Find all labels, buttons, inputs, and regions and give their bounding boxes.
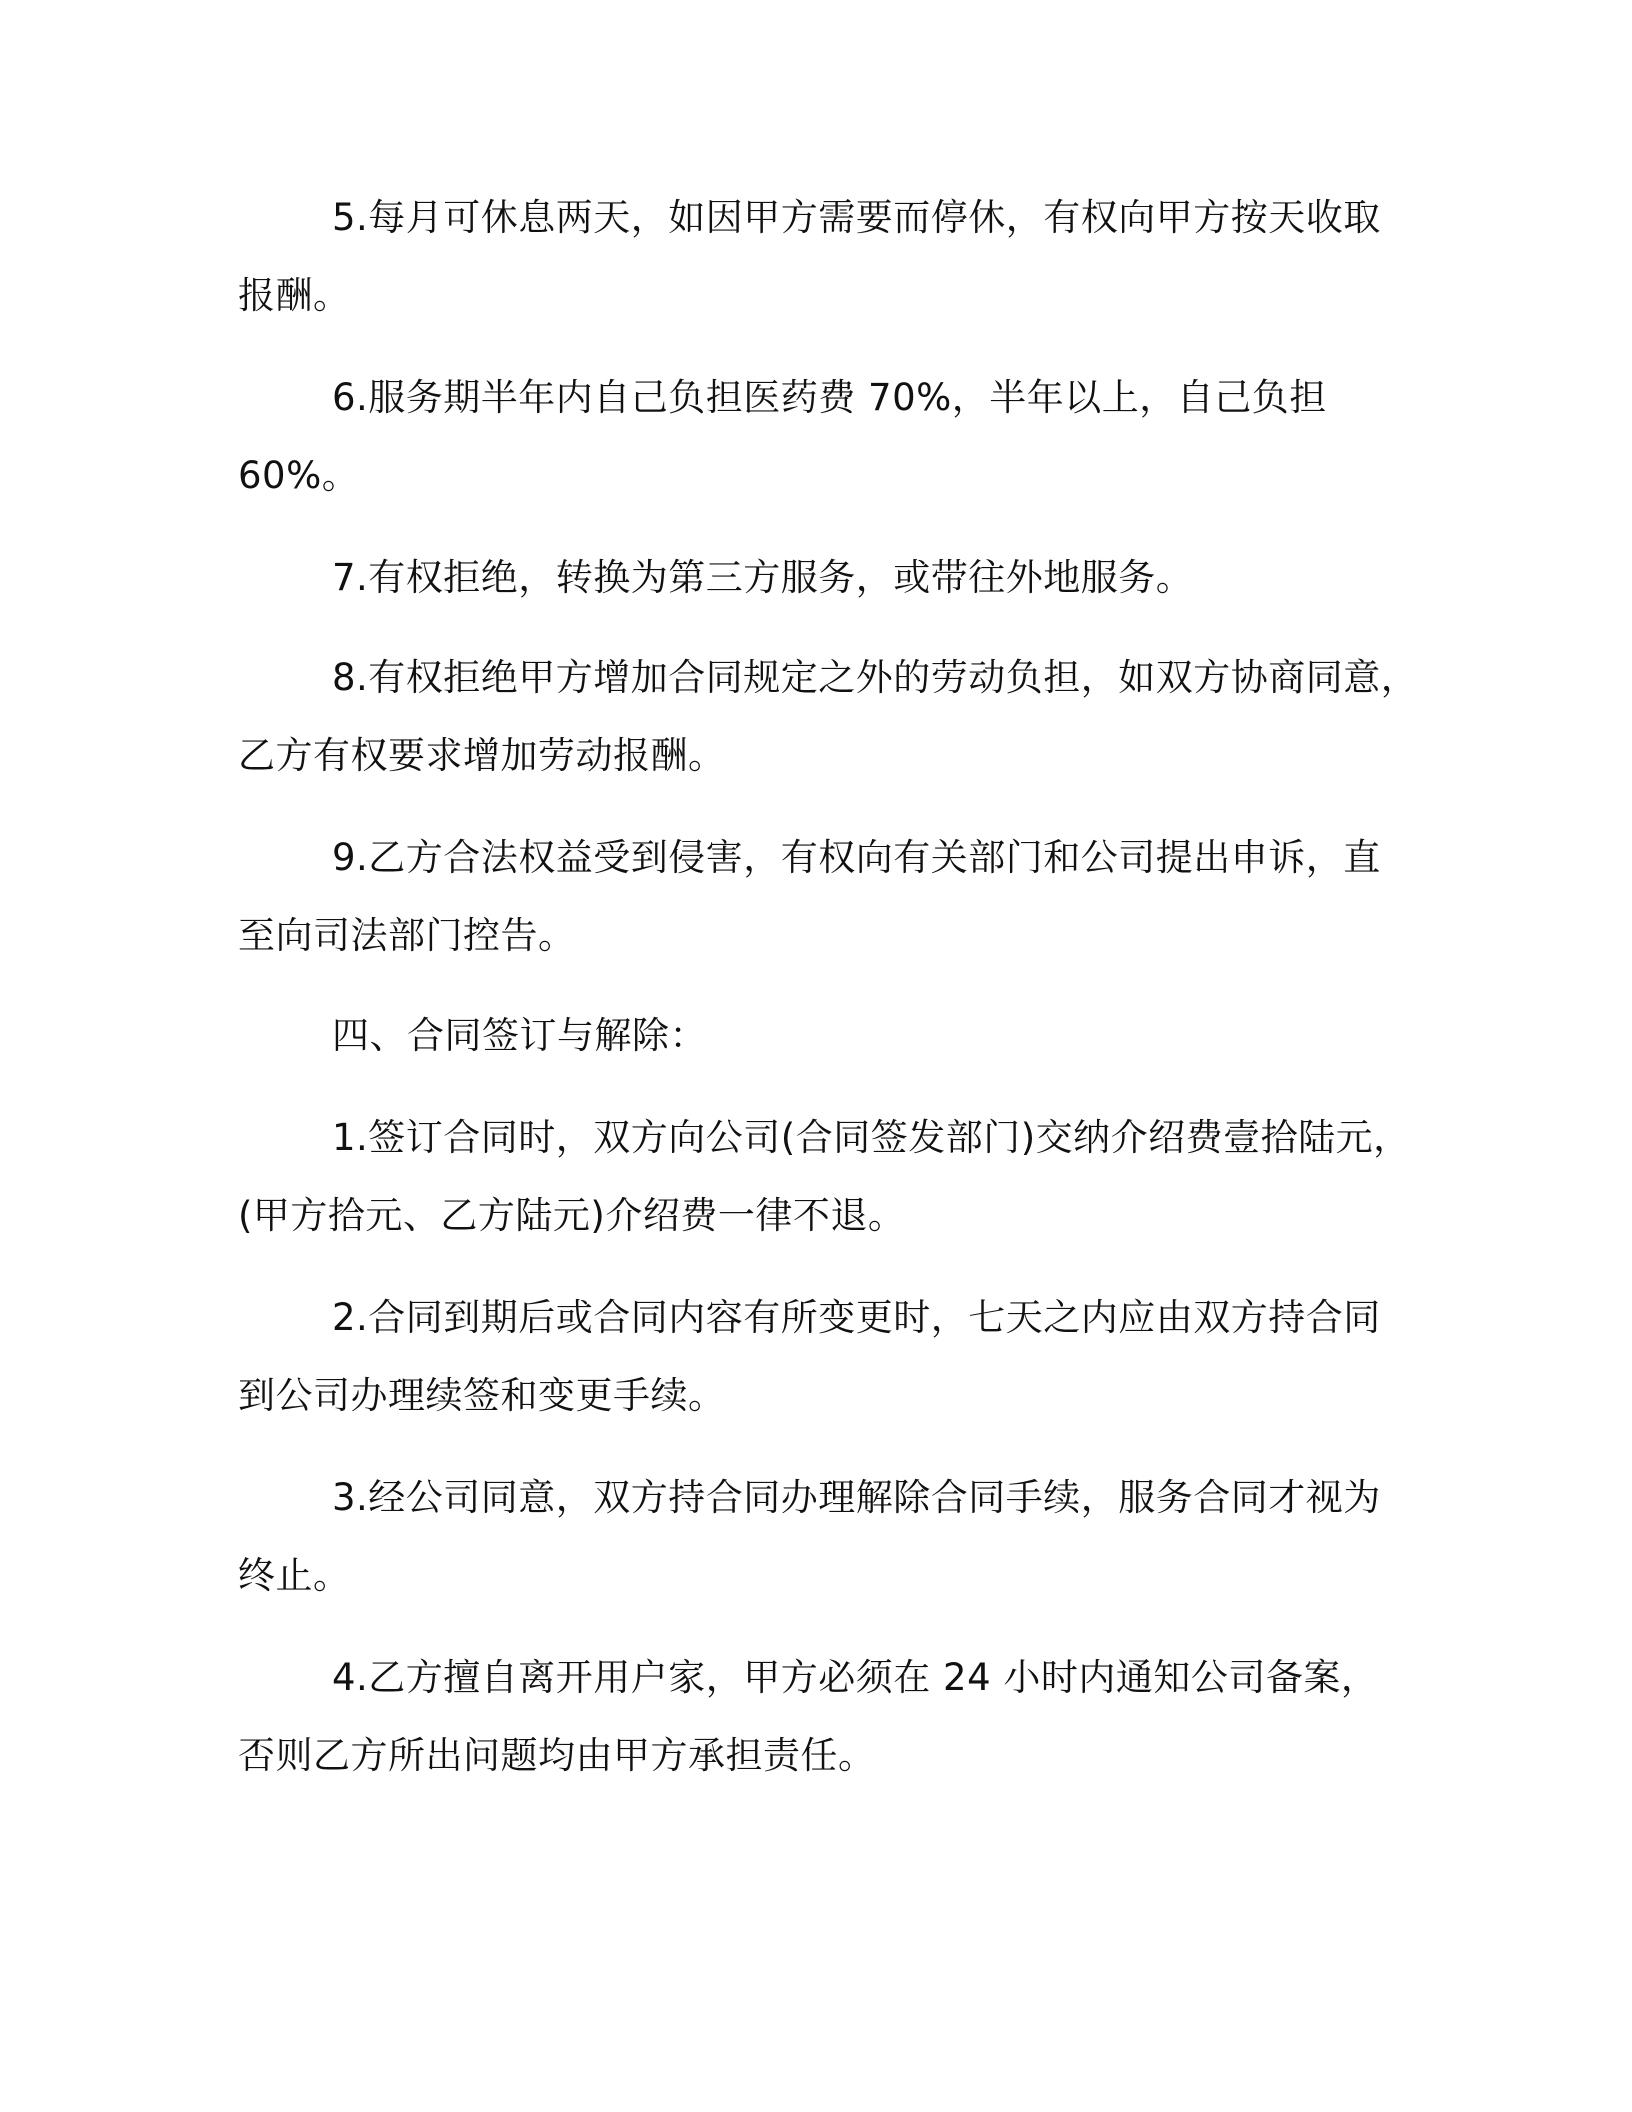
section4-clause-2-line-1: 2.合同到期后或合同内容有所变更时，七天之内应由双方持合同 <box>332 1296 1381 1339</box>
clause-6-line-2: 60%。 <box>238 454 360 497</box>
clause-8-line-1: 8.有权拒绝甲方增加合同规定之外的劳动负担，如双方协商同意， <box>332 656 1419 699</box>
section4-clause-1-line-2: (甲方拾元、乙方陆元)介绍费一律不退。 <box>238 1194 906 1237</box>
section-heading: 四、合同签订与解除： <box>332 1014 707 1057</box>
clause-5-line-1: 5.每月可休息两天，如因甲方需要而停休，有权向甲方按天收取 <box>332 196 1381 239</box>
clause-8-line-2: 乙方有权要求增加劳动报酬。 <box>238 734 726 777</box>
clause-7-line-1: 7.有权拒绝，转换为第三方服务，或带往外地服务。 <box>332 556 1194 599</box>
section4-clause-2-line-2: 到公司办理续签和变更手续。 <box>238 1374 726 1417</box>
section4-clause-4-line-1: 4.乙方擅自离开用户家，甲方必须在 24 小时内通知公司备案， <box>332 1656 1379 1699</box>
section4-clause-1-line-1: 1.签订合同时，双方向公司(合同签发部门)交纳介绍费壹拾陆元， <box>332 1116 1411 1159</box>
clause-5-line-2: 报酬。 <box>238 274 351 317</box>
clause-9-line-2: 至向司法部门控告。 <box>238 914 576 957</box>
section4-clause-4-line-2: 否则乙方所出问题均由甲方承担责任。 <box>238 1734 876 1777</box>
clause-9-line-1: 9.乙方合法权益受到侵害，有权向有关部门和公司提出申诉，直 <box>332 836 1381 879</box>
section4-clause-3-line-2: 终止。 <box>238 1554 351 1597</box>
clause-6-line-1: 6.服务期半年内自己负担医药费 70%，半年以上，自己负担 <box>332 376 1327 419</box>
section4-clause-3-line-1: 3.经公司同意，双方持合同办理解除合同手续，服务合同才视为 <box>332 1476 1381 1519</box>
